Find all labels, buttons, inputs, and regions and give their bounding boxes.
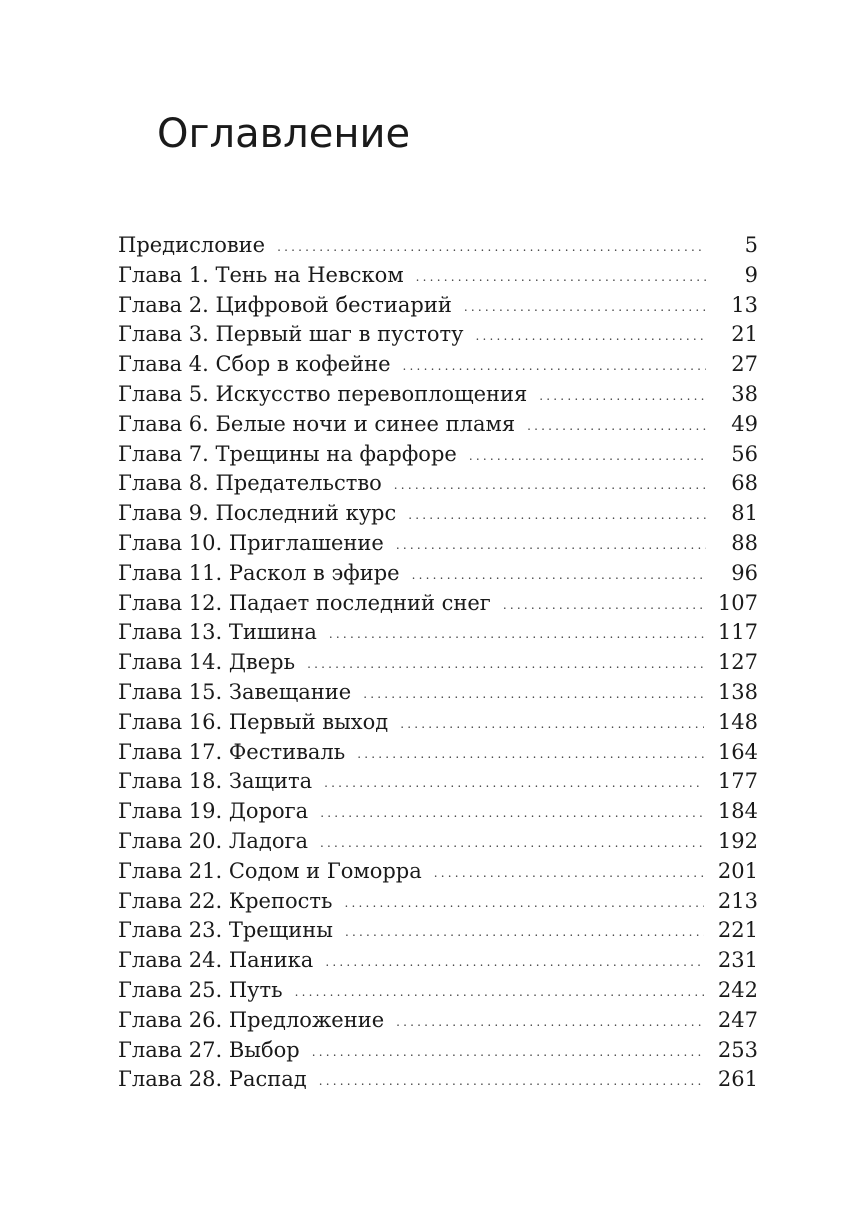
toc-entry[interactable] — [118, 618, 758, 648]
toc-entry-page: 81 — [731, 501, 758, 526]
dot-leader — [527, 412, 706, 442]
toc-entry-page: 184 — [717, 799, 758, 824]
toc-entry[interactable] — [118, 857, 758, 887]
toc-entry-title: Глава 24. Паника — [118, 948, 314, 973]
table-of-contents — [118, 231, 758, 1095]
toc-entry[interactable] — [118, 797, 758, 827]
toc-entry-page: 56 — [731, 441, 758, 466]
dot-leader — [329, 620, 704, 650]
toc-entry-title: Глава 6. Белые ночи и синее пламя — [118, 411, 516, 436]
dot-leader — [320, 829, 704, 859]
toc-entry-page: 192 — [717, 828, 758, 853]
toc-entry[interactable] — [118, 946, 758, 976]
dot-leader — [396, 1008, 704, 1038]
toc-entry-title: Глава 5. Искусство перевоплощения — [118, 381, 528, 406]
toc-entry-page: 221 — [717, 918, 758, 943]
toc-entry-page: 117 — [717, 620, 758, 645]
toc-entry[interactable] — [118, 678, 758, 708]
toc-entry-page: 9 — [744, 262, 758, 287]
dot-leader — [403, 352, 706, 382]
toc-entry[interactable] — [118, 499, 758, 529]
dot-leader — [277, 233, 706, 263]
toc-entry-page: 96 — [731, 560, 758, 585]
toc-entry-page: 13 — [731, 292, 758, 317]
page-title: Оглавление — [157, 111, 411, 157]
toc-entry-page: 164 — [717, 739, 758, 764]
dot-leader — [503, 591, 704, 621]
dot-leader — [416, 263, 706, 293]
toc-entry-title: Глава 17. Фестиваль — [118, 739, 346, 764]
dot-leader — [408, 501, 706, 531]
dot-leader — [320, 799, 704, 829]
toc-entry[interactable] — [118, 440, 758, 470]
toc-entry[interactable] — [118, 589, 758, 619]
dot-leader — [464, 293, 706, 323]
toc-entry[interactable] — [118, 529, 758, 559]
toc-entry-title: Глава 11. Раскол в эфире — [118, 560, 400, 585]
toc-entry[interactable] — [118, 261, 758, 291]
toc-entry-title: Глава 21. Содом и Гоморра — [118, 858, 422, 883]
toc-entry-title: Глава 12. Падает последний снег — [118, 590, 491, 615]
toc-entry-title: Глава 9. Последний курс — [118, 501, 397, 526]
toc-entry-page: 38 — [731, 381, 758, 406]
dot-leader — [319, 1067, 704, 1097]
toc-entry[interactable] — [118, 887, 758, 917]
toc-entry-page: 177 — [717, 769, 758, 794]
toc-entry[interactable] — [118, 1065, 758, 1095]
dot-leader — [312, 1038, 704, 1068]
dot-leader — [412, 561, 706, 591]
toc-entry-title: Глава 8. Предательство — [118, 471, 382, 496]
toc-entry[interactable] — [118, 708, 758, 738]
toc-entry-title: Глава 7. Трещины на фарфоре — [118, 441, 457, 466]
dot-leader — [434, 859, 704, 889]
dot-leader — [357, 740, 704, 770]
dot-leader — [396, 531, 706, 561]
dot-leader — [539, 382, 706, 412]
dot-leader — [324, 769, 704, 799]
toc-entry-title: Глава 16. Первый выход — [118, 709, 389, 734]
toc-entry[interactable] — [118, 976, 758, 1006]
toc-entry-title: Глава 25. Путь — [118, 977, 283, 1002]
toc-entry[interactable] — [118, 738, 758, 768]
toc-entry-title: Глава 4. Сбор в кофейне — [118, 352, 391, 377]
toc-entry-title: Глава 2. Цифровой бестиарий — [118, 292, 452, 317]
toc-entry-title: Глава 27. Выбор — [118, 1037, 300, 1062]
dot-leader — [344, 889, 703, 919]
toc-entry-page: 107 — [717, 590, 758, 615]
toc-entry-page: 68 — [731, 471, 758, 496]
toc-entry-page: 5 — [744, 233, 758, 257]
dot-leader — [469, 442, 706, 472]
toc-entry-page: 247 — [717, 1007, 758, 1032]
toc-entry[interactable] — [118, 827, 758, 857]
toc-entry-title: Глава 15. Завещание — [118, 679, 352, 704]
toc-entry-page: 253 — [717, 1037, 758, 1062]
toc-entry-page: 27 — [731, 352, 758, 377]
dot-leader — [325, 948, 704, 978]
toc-entry-title: Глава 13. Тишина — [118, 620, 317, 645]
toc-entry-title: Глава 1. Тень на Невском — [118, 262, 404, 287]
toc-entry-page: 21 — [731, 322, 758, 347]
dot-leader — [400, 710, 704, 740]
toc-entry-title: Глава 10. Приглашение — [118, 530, 384, 555]
toc-entry[interactable] — [118, 469, 758, 499]
dot-leader — [345, 918, 704, 948]
toc-entry-title: Глава 18. Защита — [118, 769, 313, 794]
dot-leader — [475, 322, 706, 352]
toc-entry-title: Глава 14. Дверь — [118, 650, 296, 675]
toc-entry-page: 201 — [717, 858, 758, 883]
toc-entry[interactable] — [118, 291, 758, 321]
dot-leader — [295, 978, 704, 1008]
toc-entry[interactable] — [118, 350, 758, 380]
dot-leader — [394, 471, 706, 501]
toc-entry-page: 148 — [717, 709, 758, 734]
toc-entry[interactable] — [118, 410, 758, 440]
toc-entry[interactable] — [118, 559, 758, 589]
toc-entry-title: Глава 23. Трещины — [118, 918, 333, 943]
toc-entry-page: 231 — [717, 948, 758, 973]
toc-entry[interactable] — [118, 380, 758, 410]
toc-entry-page: 49 — [731, 411, 758, 436]
toc-entry-page: 138 — [717, 679, 758, 704]
toc-entry[interactable] — [118, 1006, 758, 1036]
toc-entry[interactable] — [118, 231, 758, 261]
toc-entry-page: 242 — [717, 977, 758, 1002]
toc-entry-page: 127 — [717, 650, 758, 675]
toc-entry-title: Глава 20. Ладога — [118, 828, 308, 853]
toc-entry-title: Глава 26. Предложение — [118, 1007, 385, 1032]
dot-leader — [363, 680, 704, 710]
toc-entry[interactable] — [118, 1036, 758, 1066]
toc-entry[interactable] — [118, 648, 758, 678]
toc-entry[interactable] — [118, 767, 758, 797]
toc-entry-page: 88 — [731, 530, 758, 555]
toc-entry-title: Предисловие — [118, 233, 266, 257]
toc-entry[interactable] — [118, 916, 758, 946]
dot-leader — [307, 650, 704, 680]
toc-entry-page: 261 — [717, 1067, 758, 1092]
toc-entry-title: Глава 22. Крепость — [118, 888, 333, 913]
toc-entry-title: Глава 19. Дорога — [118, 799, 309, 824]
toc-entry-title: Глава 3. Первый шаг в пустоту — [118, 322, 464, 347]
toc-entry-title: Глава 28. Распад — [118, 1067, 307, 1092]
toc-entry[interactable] — [118, 320, 758, 350]
toc-entry-page: 213 — [717, 888, 758, 913]
